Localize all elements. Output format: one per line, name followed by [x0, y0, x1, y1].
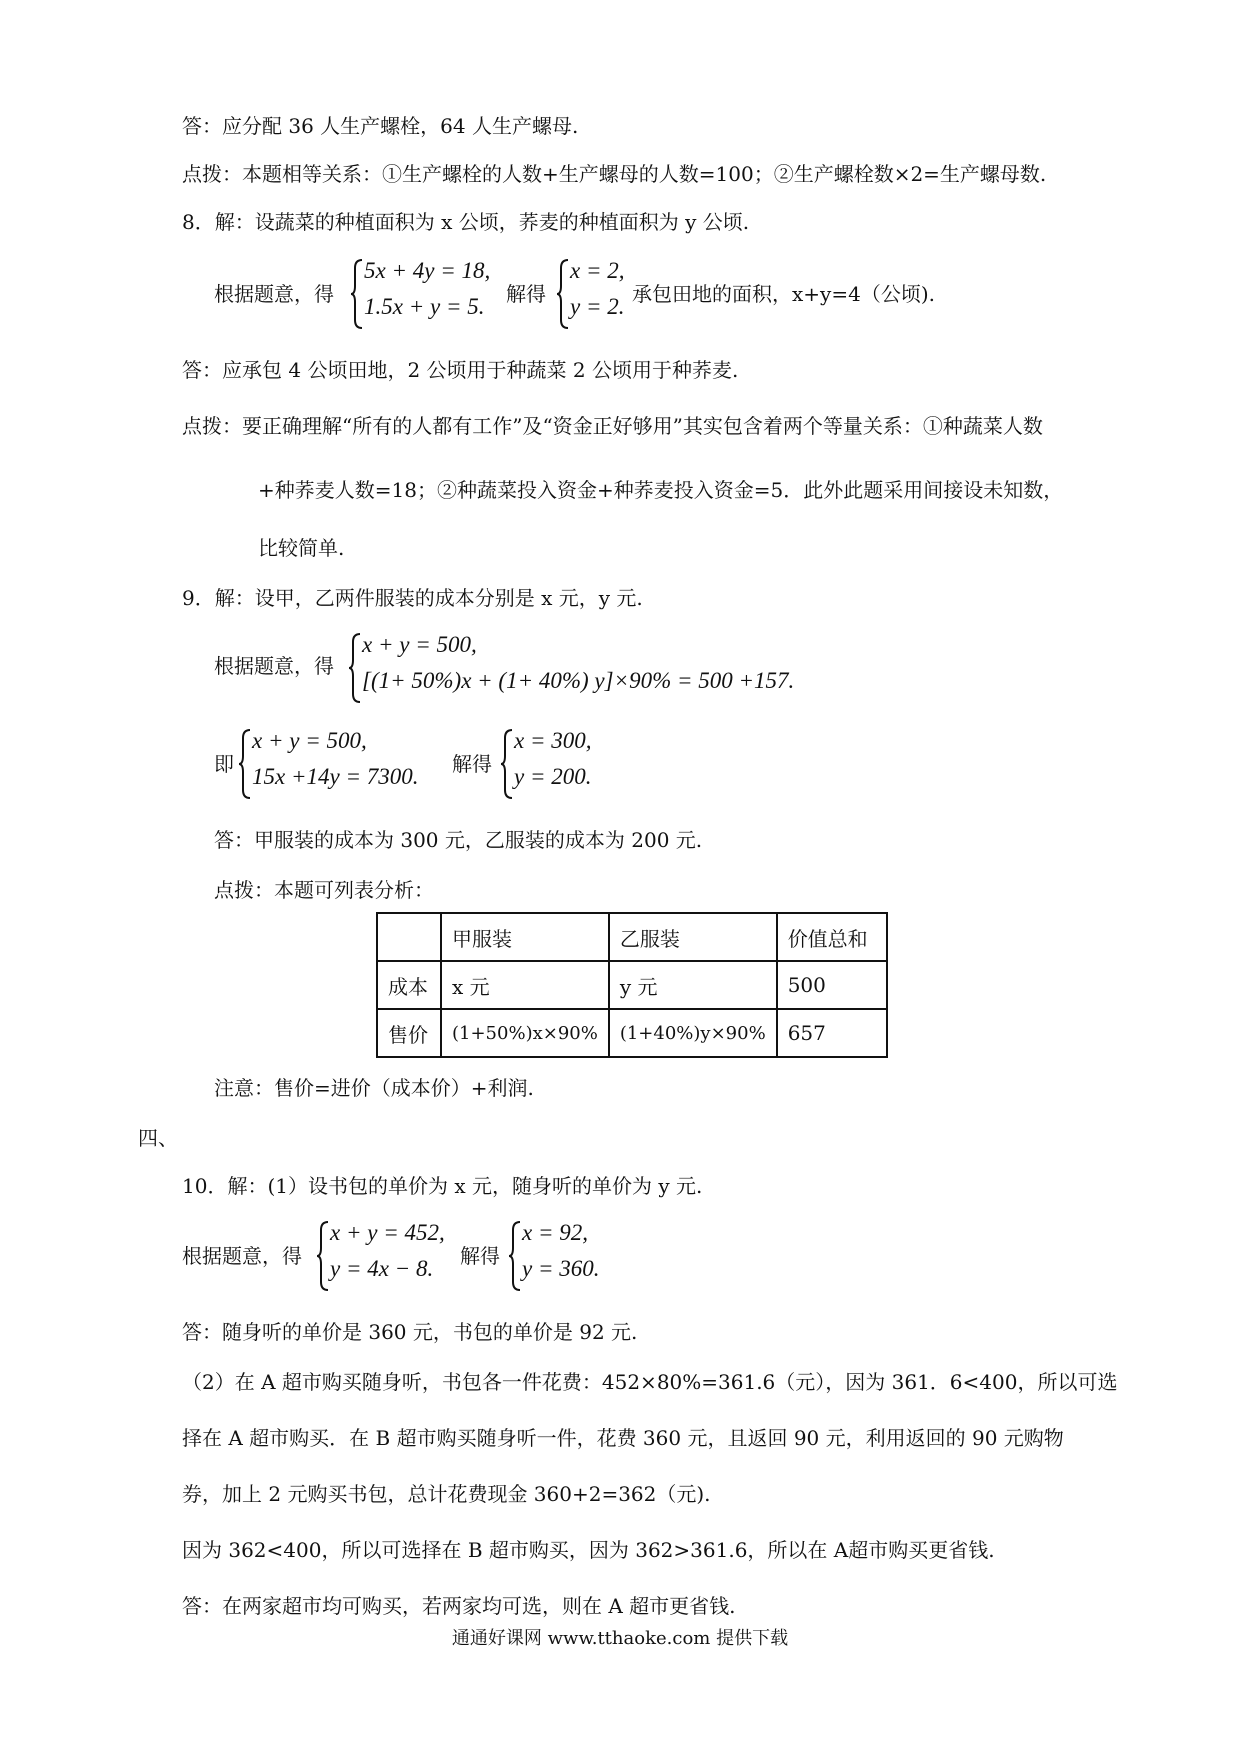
table-cell: 657	[777, 1009, 887, 1057]
brace-icon	[316, 1220, 330, 1292]
solve-text: 解得	[506, 282, 546, 306]
i-e-text: 即	[214, 752, 234, 776]
problem-10-heading: 10．解：(1）设书包的单价为 x 元，随身听的单价为 y 元.	[182, 1174, 703, 1198]
equation-system	[316, 1220, 476, 1292]
equation-system	[348, 632, 818, 704]
equation-system	[238, 728, 438, 800]
premise-text: 根据题意，得	[182, 1244, 302, 1268]
brace-icon	[350, 258, 364, 330]
equation: x + y = 500,	[362, 632, 477, 657]
equation: x + y = 500,	[252, 728, 367, 753]
solution-line: （2）在 A 超市购买随身听，书包各一件花费：452×80%=361.6（元），因为 361．6<400，所以可选	[182, 1370, 1118, 1394]
brace-icon	[348, 632, 362, 704]
solve-text: 解得	[452, 752, 492, 776]
problem-8-heading: 8．解：设蔬菜的种植面积为 x 公顷，荞麦的种植面积为 y 公顷.	[182, 210, 750, 234]
table-cell: 甲服装	[441, 913, 609, 961]
note-line: 注意：售价=进价（成本价）+利润.	[214, 1076, 534, 1100]
equation: 1.5x + y = 5.	[364, 294, 485, 319]
equation: x = 2,	[570, 258, 625, 283]
equation-system	[556, 258, 636, 330]
equation: [(1+ 50%)x + (1+ 40%) y]×90% = 500 +157.	[362, 668, 795, 693]
table-row	[377, 1009, 887, 1057]
equation-system	[508, 1220, 628, 1292]
equation: 5x + 4y = 18,	[364, 258, 491, 283]
hint-line: 比较简单.	[258, 536, 345, 560]
hint-line: 点拨：本题相等关系：①生产螺栓的人数+生产螺母的人数=100；②生产螺栓数×2=生产螺母数.	[182, 162, 1047, 186]
table-row	[377, 961, 887, 1009]
equation: y = 200.	[514, 764, 592, 789]
equation: y = 2.	[570, 294, 625, 319]
problem-9-heading: 9．解：设甲，乙两件服装的成本分别是 x 元，y 元.	[182, 586, 643, 610]
equation: x = 300,	[514, 728, 592, 753]
equation-system	[500, 728, 620, 800]
page-footer: 通通好课网 www.tthaoke.com 提供下载	[451, 1628, 789, 1649]
equation: x + y = 452,	[330, 1220, 445, 1245]
hint-line: 点拨：本题可列表分析：	[214, 878, 434, 902]
equation: y = 4x − 8.	[330, 1256, 434, 1281]
table-cell: 乙服装	[609, 913, 777, 961]
brace-icon	[556, 258, 570, 330]
area-text: 承包田地的面积，x+y=4（公顷).	[632, 282, 935, 306]
hint-line: 点拨：要正确理解“所有的人都有工作”及“资金正好够用”其实包含着两个等量关系：①种蔬菜人数	[182, 414, 1043, 438]
answer-line: 答：应承包 4 公顷田地，2 公顷用于种蔬菜 2 公顷用于种荞麦.	[182, 358, 739, 382]
answer-line: 答：甲服装的成本为 300 元，乙服装的成本为 200 元.	[214, 828, 703, 852]
solve-text: 解得	[460, 1244, 500, 1268]
table-cell: (1+40%)y×90%	[609, 1009, 777, 1057]
table-cell: 价值总和	[777, 913, 887, 961]
premise-text: 根据题意，得	[214, 654, 334, 678]
hint-line: +种荞麦人数=18；②种蔬菜投入资金+种荞麦投入资金=5．此外此题采用间接设未知数，	[258, 478, 1064, 502]
answer-line: 答：在两家超市均可购买，若两家均可选，则在 A 超市更省钱.	[182, 1594, 736, 1618]
solution-line: 择在 A 超市购买．在 B 超市购买随身听一件，花费 360 元，且返回 90 元，利用返回的 90 元购物	[182, 1426, 1064, 1450]
equation: 15x +14y = 7300.	[252, 764, 419, 789]
answer-line: 答：应分配 36 人生产螺栓，64 人生产螺母.	[182, 114, 579, 138]
table-cell	[377, 913, 441, 961]
answer-line: 答：随身听的单价是 360 元，书包的单价是 92 元.	[182, 1320, 638, 1344]
solution-line: 因为 362<400，所以可选择在 B 超市购买，因为 362>361.6，所以在 A超市购买更省钱.	[182, 1538, 995, 1562]
table-cell: 售价	[377, 1009, 441, 1057]
equation: x = 92,	[522, 1220, 588, 1245]
equation: y = 360.	[522, 1256, 600, 1281]
table-cell: 成本	[377, 961, 441, 1009]
table-cell: y 元	[609, 961, 777, 1009]
analysis-table	[376, 912, 888, 1058]
table-header-row	[377, 913, 887, 961]
solution-line: 券，加上 2 元购买书包，总计花费现金 360+2=362（元).	[182, 1482, 711, 1506]
section-heading: 四、	[138, 1126, 178, 1150]
brace-icon	[508, 1220, 522, 1292]
brace-icon	[500, 728, 514, 800]
table-cell: 500	[777, 961, 887, 1009]
brace-icon	[238, 728, 252, 800]
table-cell: x 元	[441, 961, 609, 1009]
table-cell: (1+50%)x×90%	[441, 1009, 609, 1057]
premise-text: 根据题意，得	[214, 282, 334, 306]
